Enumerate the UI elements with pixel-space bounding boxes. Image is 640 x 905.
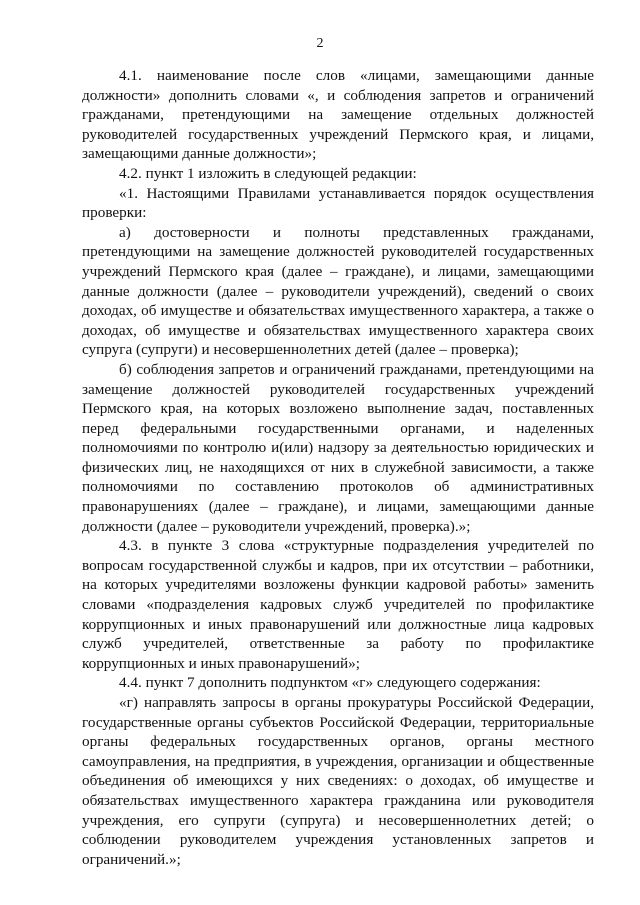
paragraph-item-g: «г) направлять запросы в органы прокуратуры Российской Федерации, государственные органы субъектов Российской Федерации, территориальные органы федеральных государственных органов, органы местного самоуправления, на предприятия, в учреждения, организации и общественные объединения об имеющихся у них сведениях: о доходах, об имуществе и обязательствах имущественного характера гражданина или руководителя учреждения, его супруги (супруга) и несовершеннолетних детей; о соблюдении руководителем учреждения установленных запретов и ограничений.»; [82, 694, 594, 868]
document-body [82, 66, 594, 869]
paragraph-4-4: 4.4. пункт 7 дополнить подпунктом «г» следующего содержания: [119, 674, 541, 692]
paragraph-4-3: 4.3. в пункте 3 слова «структурные подразделения учредителей по вопросам государственной службы и кадров, при их отсутствии – работники, на которых учредителями возложены функции кадровой работы» заменить словами «подразделения кадровых служб учредителей по профилактике коррупционных и иных правонарушений или должностные лица кадровых служб учредителей, ответственные за работу по профилактике коррупционных и иных правонарушений»; [82, 537, 594, 672]
paragraph-rules-intro: «1. Настоящими Правилами устанавливается порядок осуществления проверки: [82, 184, 594, 222]
paragraph-4-1: 4.1. наименование после слов «лицами, замещающими данные должности» дополнить словами «, и соблюдения запретов и ограничений гражданами, претендующими на замещение отдельных должностей руководителей государственных учреждений Пермского края, и лицами, замещающими данные должности»; [82, 67, 594, 163]
paragraph-item-a: а) достоверности и полноты представленных гражданами, претендующими на замещение должностей руководителей государственных учреждений Пермского края (далее – граждане), и лицами, замещающими данные должности (далее – руководители учреждений), сведений о своих доходах, об имуществе и обязательствах имущественного характера, а также о доходах, об имуществе и обязательствах имущественного характера своих супруга (супруги) и несовершеннолетних детей (далее – проверка); [82, 223, 594, 359]
paragraph-item-b: б) соблюдения запретов и ограничений гражданами, претендующими на замещение должностей руководителей государственных учреждений Пермского края, на которых возложено выполнение задач, поставленных перед федеральными государственными органами, и наделенных полномочиями по контролю и(или) надзору за деятельностью юридических и физических лиц, не находящихся от них в служебной зависимости, а также полномочиями по составлению протоколов об административных правонарушениях (далее – граждане), и лицами, замещающими данные должности (далее – руководители учреждений, проверка).»; [82, 360, 594, 535]
page-number: 2 [316, 36, 324, 51]
paragraph-4-2: 4.2. пункт 1 изложить в следующей редакции: [119, 164, 417, 182]
